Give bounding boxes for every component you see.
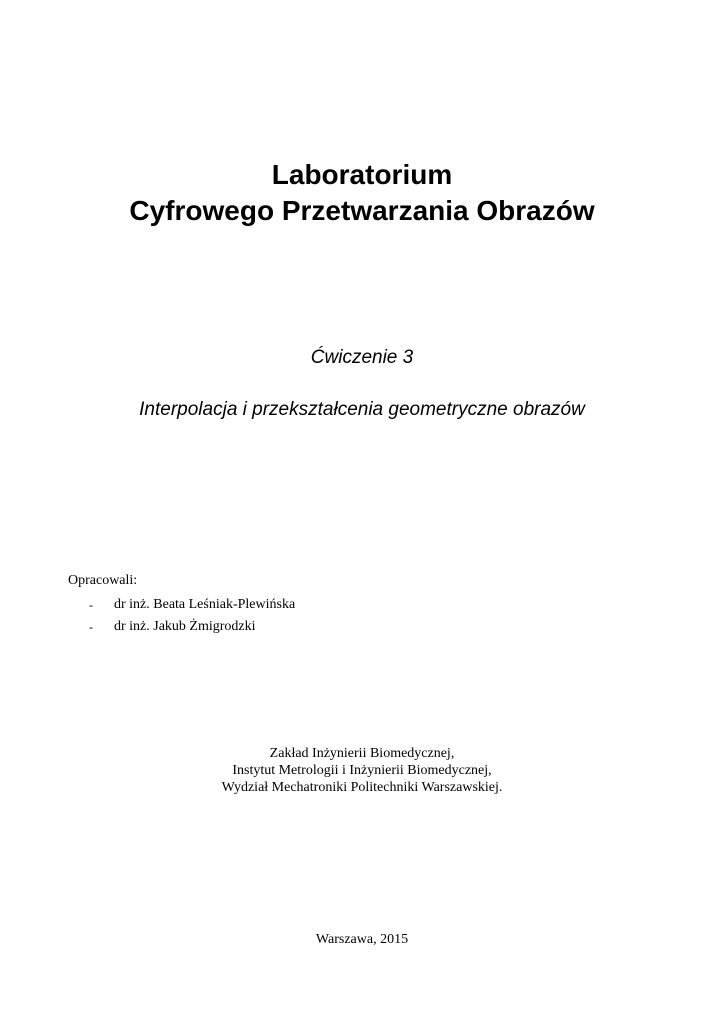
author-list [68, 596, 295, 640]
authors-label: Opracowali: [68, 573, 138, 588]
institution-line-1: Zakład Inżynierii Biomedycznej, [269, 746, 455, 761]
institution-block [0, 745, 724, 796]
author-item [68, 618, 295, 640]
title-line-1: Laboratorium [271, 159, 453, 190]
bullet-dash: - [89, 598, 93, 612]
institution-line-3: Wydział Mechatroniki Politechniki Warszawskiej. [221, 780, 503, 795]
place-date: Warszawa, 2015 [315, 932, 409, 947]
author-name: dr inż. Jakub Żmigrodzki [114, 619, 256, 634]
bullet-dash: - [89, 620, 93, 634]
title-line-2: Cyfrowego Przetwarzania Obrazów [129, 195, 595, 226]
exercise-subject: Interpolacja i przekształcenia geometryczne obrazów [139, 399, 585, 420]
exercise-number: Ćwiczenie 3 [310, 347, 414, 368]
authors-section [68, 572, 295, 640]
institution-line-2: Instytut Metrologii i Inżynierii Biomedycznej, [232, 763, 492, 778]
author-item [68, 596, 295, 618]
author-name: dr inż. Beata Leśniak-Plewińska [114, 597, 296, 612]
document-title [0, 157, 724, 229]
